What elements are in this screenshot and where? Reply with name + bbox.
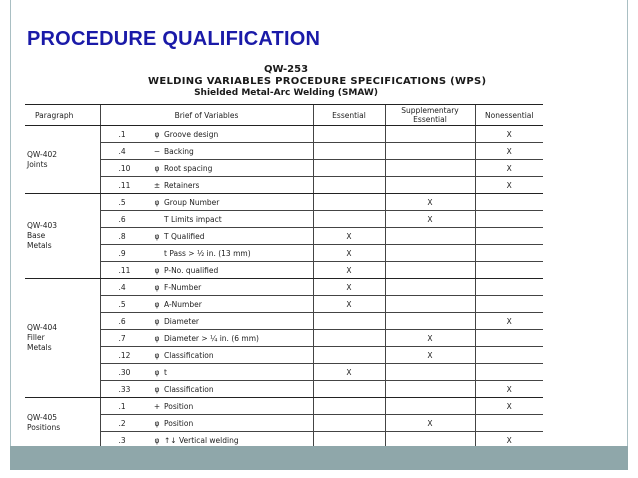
paragraph-cell — [25, 279, 100, 398]
supplementary-essential-mark: X — [385, 194, 475, 211]
header-supplementary-line2: Essential — [413, 115, 447, 124]
table-row — [25, 126, 543, 143]
variable-number: .4 — [100, 279, 148, 296]
supplementary-essential-mark — [385, 313, 475, 330]
nonessential-mark — [475, 415, 543, 432]
variable-number: .11 — [100, 262, 148, 279]
footer-bar — [10, 446, 628, 470]
essential-mark — [313, 143, 385, 160]
variable-number: .1 — [100, 126, 148, 143]
essential-mark: X — [313, 279, 385, 296]
header-supplementary-essential — [385, 105, 475, 126]
variable-description: ↑↓ Vertical welding — [164, 435, 239, 445]
nonessential-mark: X — [475, 381, 543, 398]
supplementary-essential-mark — [385, 398, 475, 415]
supplementary-essential-mark — [385, 143, 475, 160]
table-row — [25, 381, 543, 398]
essential-mark — [313, 347, 385, 364]
table-row — [25, 398, 543, 415]
table-row — [25, 177, 543, 194]
variable-description: t Pass > ½ in. (13 mm) — [164, 248, 251, 258]
variable-number: .3 — [100, 432, 148, 449]
essential-mark: X — [313, 296, 385, 313]
variable-number: .7 — [100, 330, 148, 347]
variable-description: Classification — [164, 350, 214, 360]
supplementary-essential-mark — [385, 262, 475, 279]
variable-symbol: φ — [154, 282, 160, 292]
header-paragraph: Paragraph — [25, 105, 100, 126]
variable-brief — [148, 415, 313, 432]
variable-brief — [148, 228, 313, 245]
left-border-line — [10, 0, 11, 446]
supplementary-essential-mark: X — [385, 415, 475, 432]
variable-symbol: φ — [154, 333, 160, 343]
variable-symbol: ± — [153, 180, 161, 190]
paragraph-cell — [25, 398, 100, 449]
variable-brief — [148, 296, 313, 313]
paragraph-cell — [25, 126, 100, 194]
table-row — [25, 330, 543, 347]
right-border-line — [627, 0, 628, 446]
variable-description: Groove design — [164, 129, 219, 139]
paragraph-line-2: Base — [27, 231, 46, 240]
variable-number: .9 — [100, 245, 148, 262]
variable-description: P-No. qualified — [164, 265, 219, 275]
variable-symbol: φ — [154, 265, 160, 275]
variable-number: .5 — [100, 194, 148, 211]
table-row — [25, 160, 543, 177]
document-code: QW-253 — [263, 64, 309, 75]
variable-symbol: + — [153, 401, 161, 411]
paragraph-line-1: QW-405 — [27, 413, 58, 422]
variable-brief — [148, 381, 313, 398]
variable-description: Diameter > ¼ in. (6 mm) — [164, 333, 259, 343]
paragraph-line-2: Joints — [27, 159, 48, 169]
variable-brief — [148, 194, 313, 211]
slide-title: PROCEDURE QUALIFICATION — [27, 28, 321, 50]
nonessential-mark: X — [475, 313, 543, 330]
essential-mark: X — [313, 245, 385, 262]
nonessential-mark — [475, 228, 543, 245]
variable-brief — [148, 313, 313, 330]
variable-symbol: φ — [154, 299, 160, 309]
variable-number: .4 — [100, 143, 148, 160]
essential-mark — [313, 398, 385, 415]
nonessential-mark — [475, 211, 543, 228]
variable-symbol: φ — [154, 435, 160, 445]
variable-description: Retainers — [164, 180, 200, 190]
essential-mark: X — [313, 364, 385, 381]
paragraph-line-2: Positions — [27, 423, 61, 432]
variable-symbol: φ — [154, 231, 160, 241]
nonessential-mark — [475, 194, 543, 211]
table-row — [25, 313, 543, 330]
essential-mark — [313, 194, 385, 211]
variable-number: .5 — [100, 296, 148, 313]
essential-mark — [313, 415, 385, 432]
variable-brief — [148, 330, 313, 347]
variable-description: t — [164, 367, 167, 377]
variable-brief — [148, 398, 313, 415]
nonessential-mark: X — [475, 398, 543, 415]
table-row — [25, 347, 543, 364]
table-row — [25, 194, 543, 211]
nonessential-mark — [475, 245, 543, 262]
paragraph-cell — [25, 194, 100, 279]
supplementary-essential-mark — [385, 126, 475, 143]
variable-brief — [148, 160, 313, 177]
paragraph-line-1: QW-404 — [27, 323, 58, 332]
supplementary-essential-mark — [385, 160, 475, 177]
essential-mark — [313, 177, 385, 194]
essential-mark: X — [313, 262, 385, 279]
table-row — [25, 228, 543, 245]
header-nonessential: Nonessential — [475, 105, 543, 126]
variable-number: .6 — [100, 211, 148, 228]
variable-description: Position — [164, 401, 194, 411]
paragraph-line-3: Metals — [27, 241, 52, 250]
variable-number: .12 — [100, 347, 148, 364]
nonessential-mark — [475, 347, 543, 364]
supplementary-essential-mark: X — [385, 211, 475, 228]
paragraph-line-3: Metals — [27, 343, 52, 352]
nonessential-mark — [475, 330, 543, 347]
nonessential-mark — [475, 262, 543, 279]
variable-brief — [148, 245, 313, 262]
supplementary-essential-mark — [385, 228, 475, 245]
variable-description: Root spacing — [164, 163, 213, 173]
variable-number: .2 — [100, 415, 148, 432]
variable-number: .8 — [100, 228, 148, 245]
essential-mark — [313, 211, 385, 228]
variable-number: .6 — [100, 313, 148, 330]
paragraph-line-1: QW-402 — [27, 149, 58, 159]
variable-description: A-Number — [164, 299, 202, 309]
variable-description: F-Number — [164, 282, 202, 292]
variable-description: T Qualified — [164, 231, 205, 241]
nonessential-mark — [475, 296, 543, 313]
essential-mark — [313, 313, 385, 330]
variable-symbol: φ — [154, 367, 160, 377]
variable-number: .11 — [100, 177, 148, 194]
nonessential-mark — [475, 364, 543, 381]
variable-description: Backing — [164, 146, 194, 156]
variable-brief — [148, 143, 313, 160]
variable-symbol: φ — [154, 418, 160, 428]
essential-mark — [313, 330, 385, 347]
variable-brief — [148, 211, 313, 228]
variable-number: .33 — [100, 381, 148, 398]
nonessential-mark — [475, 279, 543, 296]
essential-mark — [313, 126, 385, 143]
variable-brief — [148, 262, 313, 279]
essential-mark — [313, 160, 385, 177]
table-row — [25, 245, 543, 262]
variable-number: .30 — [100, 364, 148, 381]
variable-brief — [148, 364, 313, 381]
table-row — [25, 262, 543, 279]
supplementary-essential-mark — [385, 245, 475, 262]
table-row — [25, 296, 543, 313]
document-subtitle: Shielded Metal-Arc Welding (SMAW) — [194, 88, 378, 98]
supplementary-essential-mark — [385, 296, 475, 313]
essential-mark — [313, 381, 385, 398]
table-row — [25, 364, 543, 381]
table-body — [25, 126, 543, 449]
variable-number: .1 — [100, 398, 148, 415]
header-brief-of-variables: Brief of Variables — [100, 105, 313, 126]
supplementary-essential-mark — [385, 177, 475, 194]
nonessential-mark: X — [475, 177, 543, 194]
variable-brief — [148, 347, 313, 364]
variable-brief — [148, 126, 313, 143]
header-essential: Essential — [313, 105, 385, 126]
variable-description: T Limits impact — [164, 214, 222, 224]
supplementary-essential-mark — [385, 381, 475, 398]
variable-description: Classification — [164, 384, 214, 394]
paragraph-line-1: QW-403 — [27, 221, 58, 230]
table-row — [25, 279, 543, 296]
nonessential-mark: X — [475, 143, 543, 160]
variable-symbol: φ — [154, 384, 160, 394]
variable-brief — [148, 279, 313, 296]
supplementary-essential-mark: X — [385, 330, 475, 347]
document-title: WELDING VARIABLES PROCEDURE SPECIFICATIONS (WPS) — [148, 76, 487, 87]
variable-description: Position — [164, 418, 194, 428]
variable-symbol: φ — [154, 197, 160, 207]
essential-mark: X — [313, 228, 385, 245]
table-header-row — [25, 105, 543, 126]
paragraph-line-2: Filler — [27, 333, 45, 342]
variable-description: Diameter — [164, 316, 200, 326]
variable-symbol: − — [153, 146, 161, 156]
variable-description: Group Number — [164, 197, 220, 207]
table-row — [25, 415, 543, 432]
variable-brief — [148, 177, 313, 194]
header-supplementary-line1: Supplementary — [401, 106, 459, 115]
supplementary-essential-mark: X — [385, 347, 475, 364]
nonessential-mark: X — [475, 432, 543, 449]
nonessential-mark: X — [475, 160, 543, 177]
table-row — [25, 143, 543, 160]
variable-number: .10 — [100, 160, 148, 177]
variable-symbol: φ — [154, 163, 160, 173]
variable-symbol: φ — [154, 316, 160, 326]
supplementary-essential-mark — [385, 364, 475, 381]
variable-symbol: φ — [154, 129, 160, 139]
nonessential-mark: X — [475, 126, 543, 143]
supplementary-essential-mark — [385, 279, 475, 296]
welding-variables-table — [25, 104, 543, 449]
table-row — [25, 211, 543, 228]
variable-symbol: φ — [154, 350, 160, 360]
